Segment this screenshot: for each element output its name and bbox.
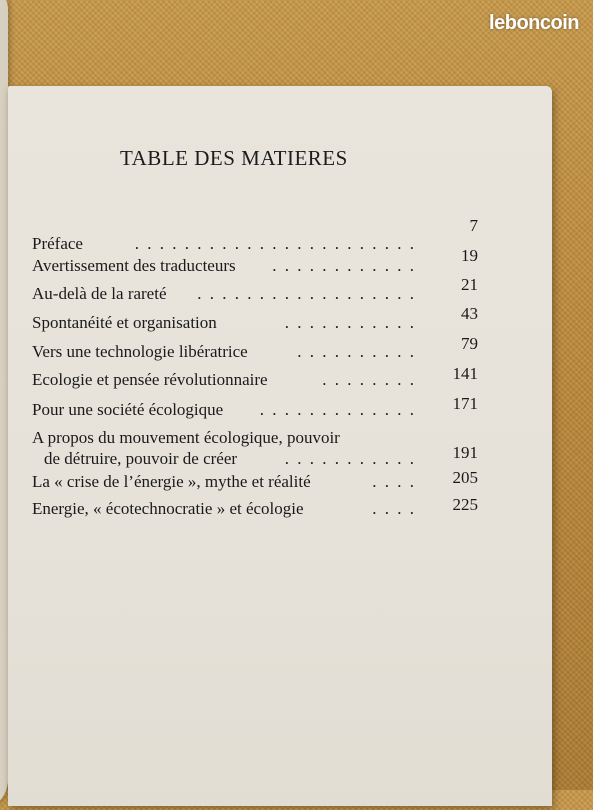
- page-title: TABLE DES MATIERES: [120, 146, 348, 170]
- toc-entry-page: 21: [461, 275, 478, 294]
- toc-entry-crise-energie: [32, 468, 478, 494]
- toc-entry-technologie: [32, 334, 478, 364]
- toc-entry-page: 171: [452, 394, 478, 413]
- toc-entry-mouvement-line1: [32, 428, 478, 450]
- toc-entry-label: Ecologie et pensée révolutionnaire: [32, 370, 268, 389]
- toc-entry-label: Avertissement des traducteurs: [32, 256, 236, 275]
- leader-dots: . . . . . . . . . . .: [284, 449, 416, 468]
- toc-entry-ecologie-pensee: [32, 364, 478, 392]
- toc-entry-page: 7: [469, 216, 478, 235]
- leader-dots: . . . . . . . . . . . . .: [259, 400, 416, 419]
- toc-entry-label: Pour une société écologique: [32, 400, 224, 419]
- toc-entry-page: 19: [461, 246, 478, 265]
- toc-entry-label: Au-delà de la rareté: [32, 284, 167, 303]
- toc-entry-mouvement-line2: [32, 443, 478, 471]
- toc-entry-page: 225: [452, 495, 478, 514]
- leader-dots: . . . . . . . . . . . . . . . . . . . . . . .: [134, 234, 416, 253]
- leader-dots: . . . . . . . . . . .: [284, 313, 416, 332]
- toc-entry-label: La « crise de l’énergie », mythe et réalité: [32, 472, 311, 491]
- leader-dots: . . . .: [372, 499, 416, 518]
- toc-entry-page: 79: [461, 334, 478, 353]
- toc-entry-label-continuation: de détruire, pouvoir de créer: [44, 449, 238, 468]
- leader-dots: . . . . . . . . . . . .: [272, 256, 416, 275]
- leader-dots: . . . . . . . .: [322, 370, 416, 389]
- adjacent-page-edge: [0, 0, 8, 810]
- toc-entry-label: Spontanéité et organisation: [32, 313, 217, 332]
- toc-entry-label: Vers une technologie libératrice: [32, 342, 248, 361]
- toc-entry-spontaneite: [32, 304, 478, 335]
- toc-entry-page: 141: [452, 364, 478, 383]
- toc-entry-ecotechnocratie: [32, 495, 478, 521]
- toc-entry-label: Préface: [32, 234, 83, 253]
- toc-entry-preface: [32, 216, 478, 256]
- toc-entry-label: Energie, « écotechnocratie » et écologie: [32, 499, 304, 518]
- leader-dots: . . . . . . . . . .: [297, 342, 416, 361]
- leader-dots: . . . . . . . . . . . . . . . . . .: [197, 284, 416, 303]
- toc-entry-avertissement: [32, 246, 478, 278]
- toc-entry-page: 43: [461, 304, 478, 323]
- toc-entry-page: 191: [452, 443, 478, 462]
- leboncoin-watermark: leboncoin: [489, 12, 579, 34]
- toc-entry-page: 205: [452, 468, 478, 487]
- toc-entry-rarete: [32, 275, 478, 306]
- toc-entry-societe: [32, 394, 478, 422]
- leader-dots: . . . .: [372, 472, 416, 491]
- toc-entry-label: A propos du mouvement écologique, pouvoir: [32, 428, 340, 447]
